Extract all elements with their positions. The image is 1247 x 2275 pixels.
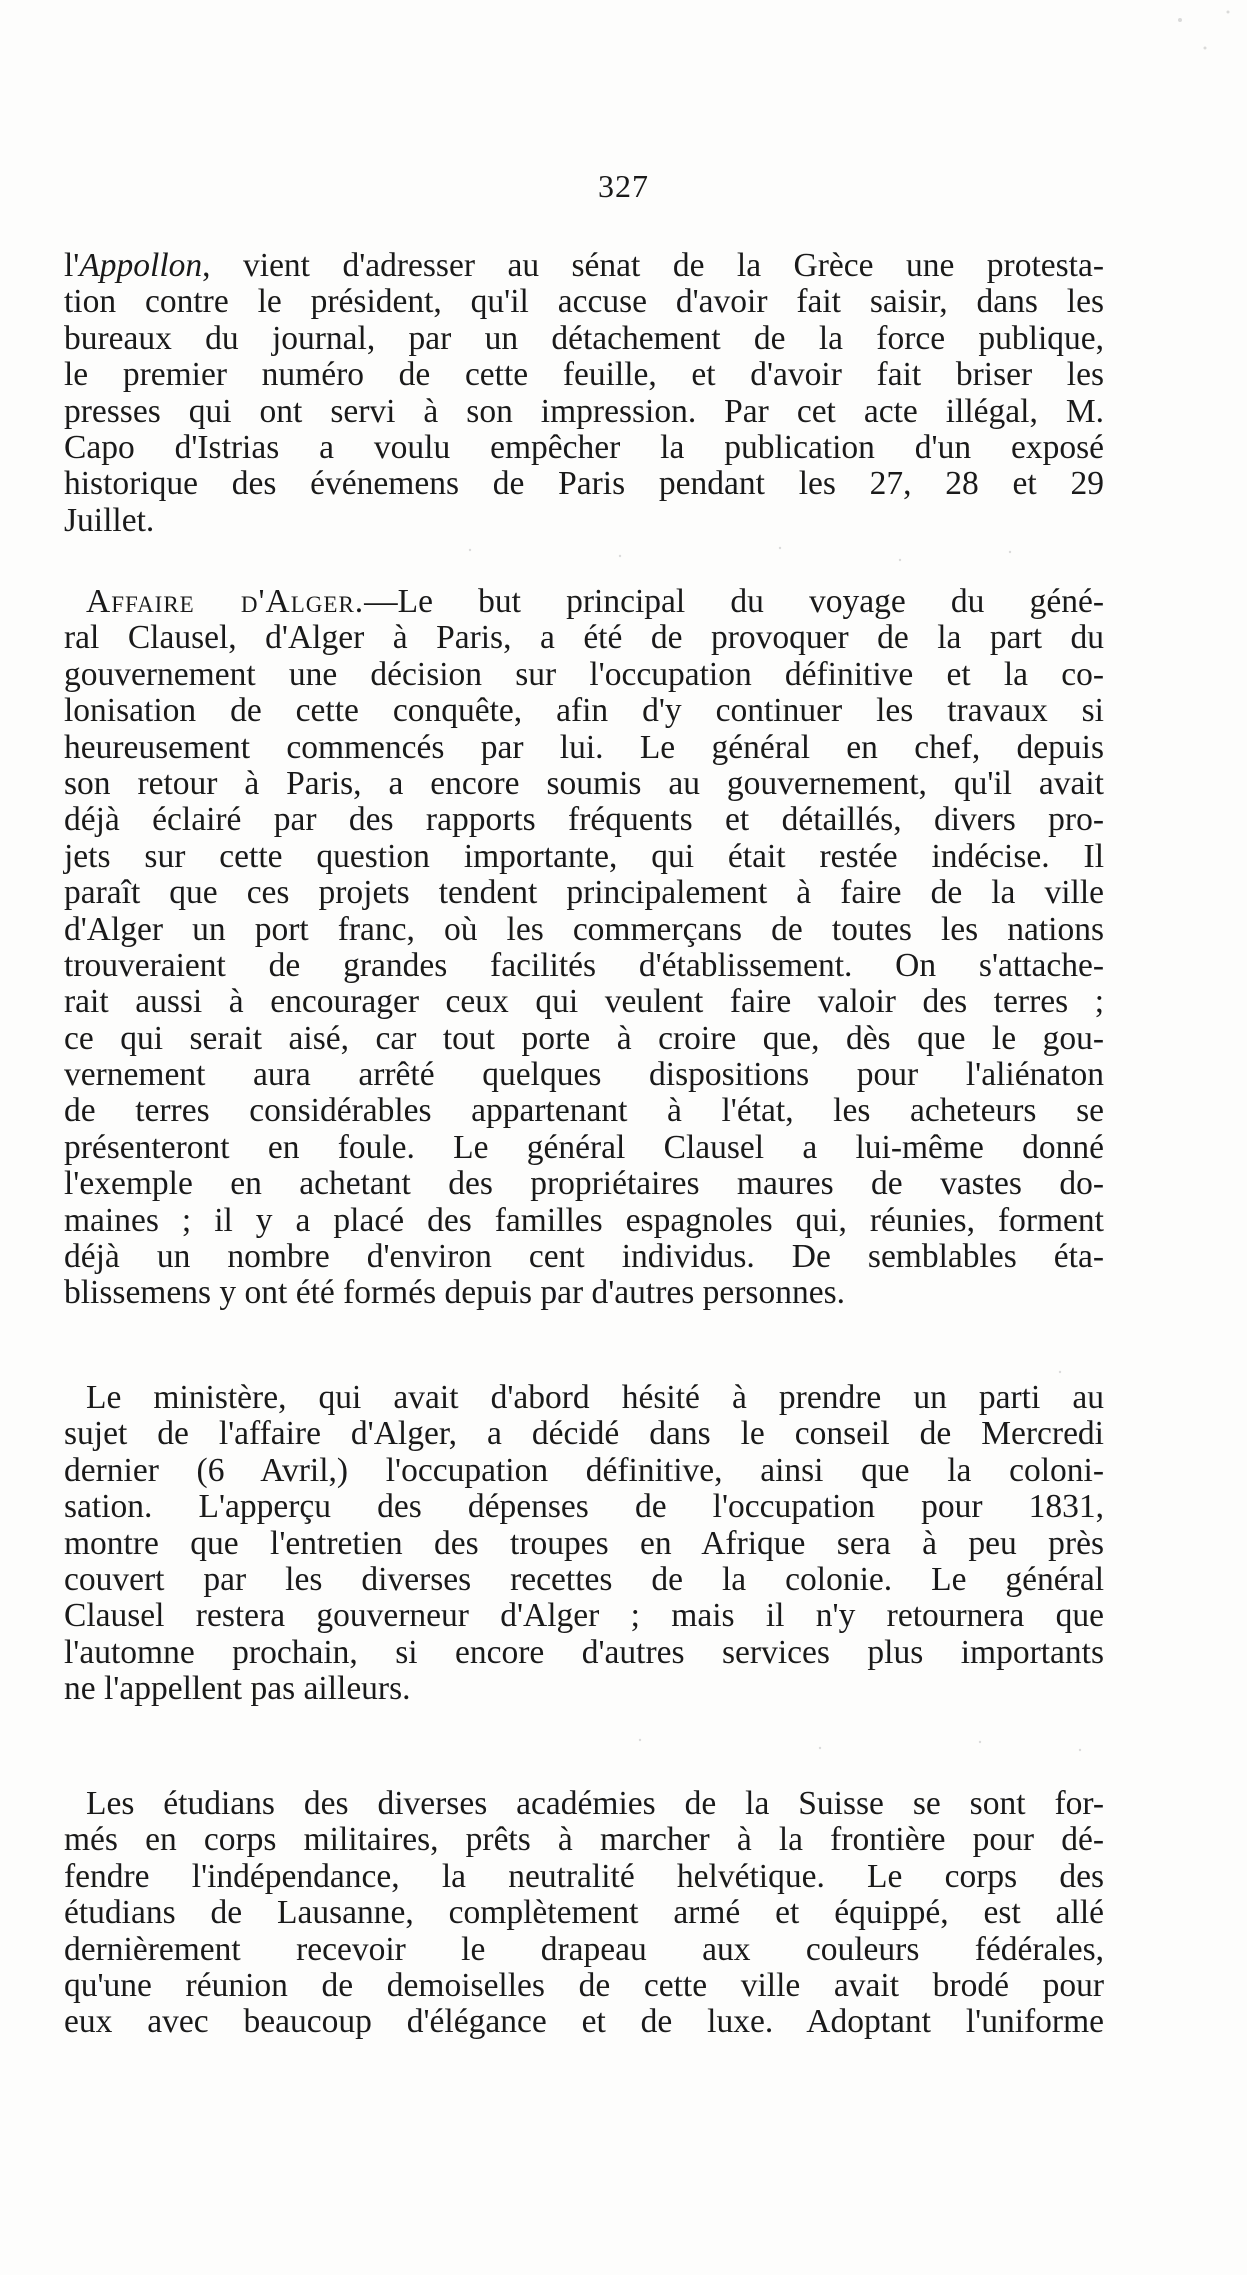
text-line: vernement aura arrêté quelques dispositions pour l'aliénaton: [64, 1056, 1104, 1094]
text-line: eux avec beaucoup d'élégance et de luxe. Adoptant l'uniforme: [64, 2003, 1104, 2041]
text-line: déjà éclairé par des rapports fréquents et détaillés, divers pro-: [64, 801, 1104, 839]
text-line: étudians de Lausanne, complètement armé et équippé, est allé: [64, 1894, 1104, 1932]
text-line: présenteront en foule. Le général Clausel a lui-même donné: [64, 1128, 1104, 1166]
text-line: déjà un nombre d'environ cent individus. De semblables éta-: [64, 1238, 1104, 1276]
text-line: Juillet.: [64, 501, 155, 539]
section-heading: Affaire d'Alger.: [86, 583, 365, 620]
text-line: le premier numéro de cette feuille, et d'avoir fait briser les: [64, 356, 1104, 394]
text-line: Clausel restera gouverneur d'Alger ; mais il n'y retournera que: [64, 1597, 1104, 1635]
text-line: maines ; il y a placé des familles espagnoles qui, réunies, forment: [64, 1201, 1104, 1239]
text-line: sation. L'apperçu des dépenses de l'occupation pour 1831,: [64, 1488, 1104, 1526]
text-line: d'Alger un port franc, où les commerçans de toutes les nations: [64, 910, 1104, 948]
text-line: Les étudians des diverses académies de la Suisse se sont for-: [86, 1785, 1104, 1822]
text-line: ne l'appellent pas ailleurs.: [64, 1670, 411, 1708]
text-line: Le ministère, qui avait d'abord hésité à prendre un parti au: [86, 1379, 1104, 1416]
text-line: heureusement commencés par lui. Le général en chef, depuis: [64, 728, 1104, 766]
paragraph-etudians: [64, 1786, 1104, 2041]
paragraph-appollon: [64, 248, 1104, 539]
text-line: l'automne prochain, si encore d'autres services plus importants: [64, 1633, 1104, 1671]
text-line: paraît que ces projets tendent principalement à faire de la ville: [64, 874, 1104, 912]
text-line: jets sur cette question importante, qui était restée indécise. Il: [64, 837, 1104, 875]
text-line: bureaux du journal, par un détachement de la force publique,: [64, 319, 1104, 357]
text-line-rest: —Le but principal du voyage du géné-: [364, 583, 1104, 620]
text-line: Capo d'Istrias a voulu empêcher la publication d'un exposé: [64, 428, 1104, 466]
page-number: 327: [598, 168, 649, 204]
text-line: sujet de l'affaire d'Alger, a décidé dans le conseil de Mercredi: [64, 1415, 1104, 1453]
text-line: [64, 584, 1104, 620]
text-line: l'Appollon, vient d'adresser au sénat de la Grèce une protesta-: [64, 247, 1104, 284]
text-line: lonisation de cette conquête, afin d'y continuer les travaux si: [64, 692, 1104, 730]
text-line: més en corps militaires, prêts à marcher à la frontière pour dé-: [64, 1821, 1104, 1859]
paragraph-ministere: [64, 1380, 1104, 1708]
text-line: son retour à Paris, a encore soumis au gouvernement, qu'il avait: [64, 764, 1104, 802]
text-line: dernièrement recevoir le drapeau aux couleurs fédérales,: [64, 1930, 1104, 1968]
text-line: rait aussi à encourager ceux qui veulent faire valoir des terres ;: [64, 983, 1104, 1021]
text-line: trouveraient de grandes facilités d'établissement. On s'attache-: [64, 946, 1104, 984]
text-line: de terres considérables appartenant à l'état, les acheteurs se: [64, 1092, 1104, 1130]
text-line: tion contre le président, qu'il accuse d'avoir fait saisir, dans les: [64, 283, 1104, 321]
text-line: montre que l'entretien des troupes en Afrique sera à peu près: [64, 1524, 1104, 1562]
text-line: dernier (6 Avril,) l'occupation définitive, ainsi que la coloni-: [64, 1451, 1104, 1489]
text-line: blissemens y ont été formés depuis par d'autres personnes.: [64, 1274, 846, 1312]
paragraph-affaire-alger: [64, 584, 1104, 1312]
text-line: ce qui serait aisé, car tout porte à croire que, dès que le gou-: [64, 1019, 1104, 1057]
text-line: qu'une réunion de demoiselles de cette ville avait brodé pour: [64, 1966, 1104, 2004]
text-line: presses qui ont servi à son impression. Par cet acte illégal, M.: [64, 392, 1104, 430]
newspaper-name: Appollon: [79, 247, 203, 284]
text-line: ral Clausel, d'Alger à Paris, a été de provoquer de la part du: [64, 619, 1104, 657]
text-line: gouvernement une décision sur l'occupation définitive et la co-: [64, 655, 1104, 693]
text-line: couvert par les diverses recettes de la colonie. Le général: [64, 1560, 1104, 1598]
text-line: l'exemple en achetant des propriétaires maures de vastes do-: [64, 1165, 1104, 1203]
text-line: historique des événemens de Paris pendant les 27, 28 et 29: [64, 465, 1104, 503]
text-line: fendre l'indépendance, la neutralité helvétique. Le corps des: [64, 1857, 1104, 1895]
